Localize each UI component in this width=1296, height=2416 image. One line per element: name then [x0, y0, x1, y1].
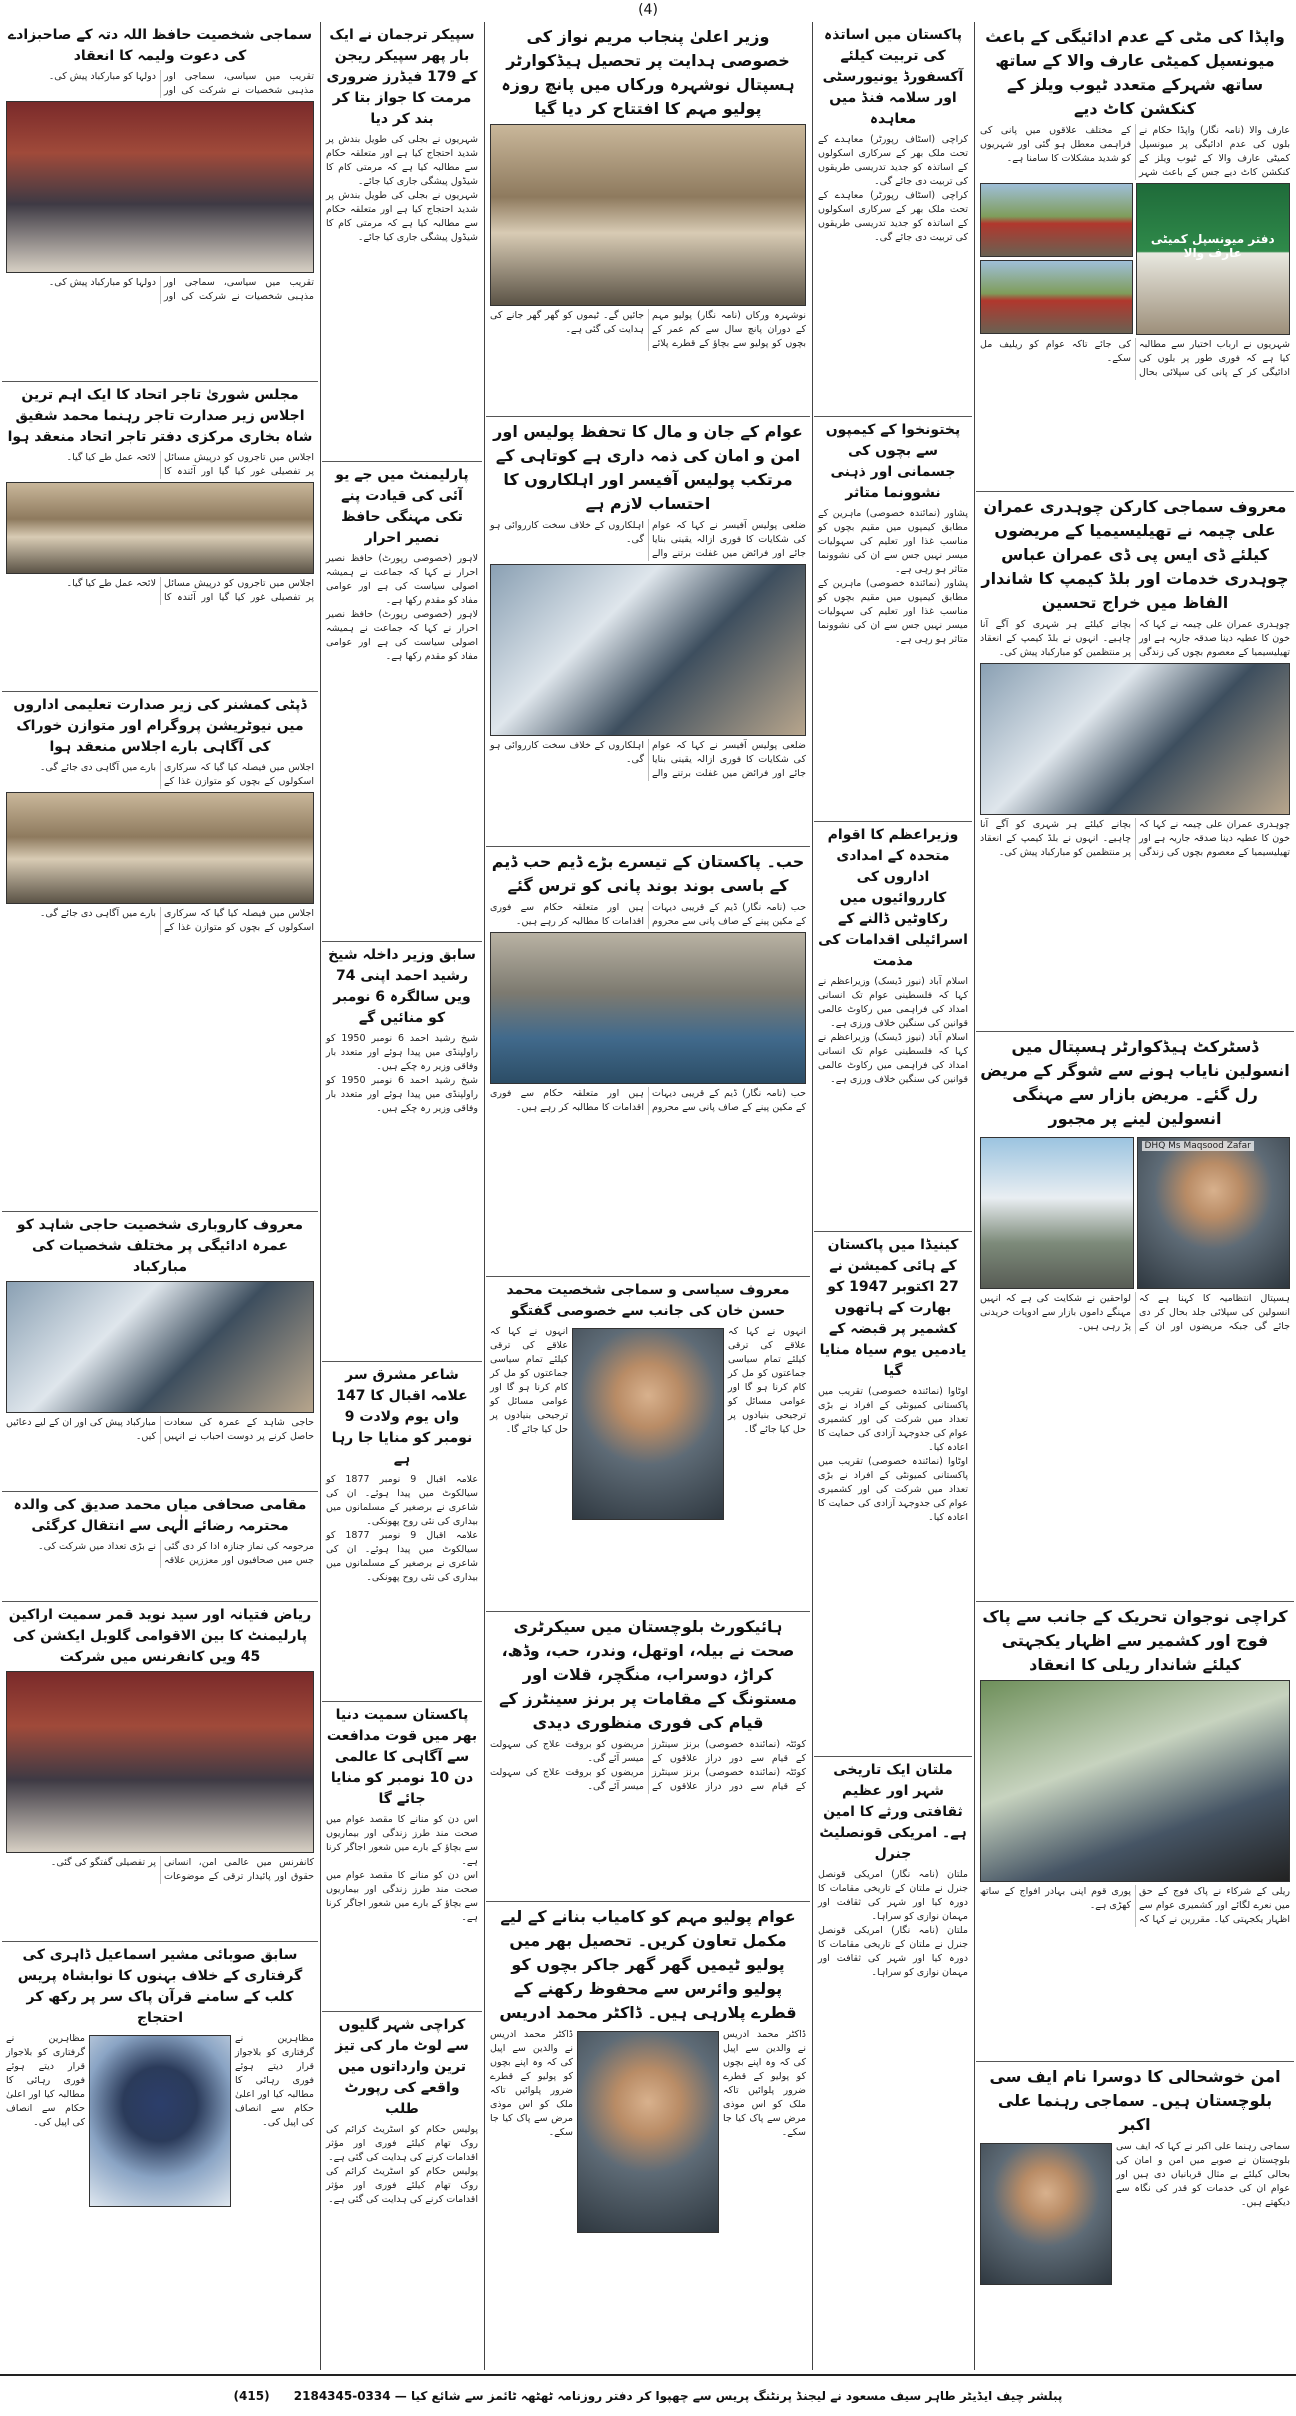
column-divider	[974, 22, 975, 2370]
article-body: علامہ اقبال 9 نومبر 1877 کو سیالکوٹ میں پیدا ہوئے۔ ان کی شاعری نے برصغیر کے مسلمانوں میں بیداری کی نئی روح پھونکی۔	[326, 1474, 478, 1527]
column-5	[2, 22, 318, 2370]
interview-portrait	[572, 1328, 724, 1520]
footer	[0, 2374, 1296, 2416]
article-body: انہوں نے کہا کہ علاقے کی ترقی کیلئے تمام سیاسی جماعتوں کو مل کر کام کرنا ہو گا اور عوامی مسائل کو ترجیحی بنیادوں پر حل کیا جائے گا۔	[728, 1326, 806, 1435]
article-fc-balochistan	[976, 2062, 1294, 2362]
article-iqbal	[322, 1362, 482, 1702]
article-body: اوٹاوا (نمائندہ خصوصی) تقریب میں پاکستانی کمیونٹی کے افراد نے بڑی تعداد میں شرکت کی اور کشمیری عوام کی جدوجہد آزادی کی حمایت کا اعادہ کیا۔	[818, 1456, 968, 1523]
tractor-photo	[980, 260, 1133, 334]
headline: مقامی صحافی میاں محمد صدیق کی والدہ محترمہ رضائے الٰہی سے انتقال کرگئی	[13, 1497, 307, 1534]
headline: سماجی شخصیت حافظ اللہ دتہ کے صاحبزادے کی دعوت ولیمہ کا انعقاد	[7, 27, 313, 64]
article-body: ملتان (نامہ نگار) امریکی قونصل جنرل نے ملتان کے تاریخی مقامات کا دورہ کیا اور شہر کی ثقافت اور مہمان نوازی کو سراہا۔	[818, 1925, 968, 1978]
headline: ریاض فتیانہ اور سید نوید قمر سمیت اراکین پارلیمنٹ کا بین الاقوامی گلوبل ایکشن کی 45 ویں کانفرنس میں شرکت	[8, 1607, 312, 1665]
article-body: ڈاکٹر محمد ادریس نے والدین سے اپیل کی کہ وہ اپنے بچوں کو پولیو کے قطرے ضرور پلوائیں تاکہ ملک کو اس موذی مرض سے پاک کیا جا سکے۔	[723, 2029, 806, 2138]
headline: پختونخوا کے کیمپوں سے بچوں کی جسمانی اور ذہنی نشوونما متاثر	[825, 422, 961, 501]
article-body: اجلاس میں فیصلہ کیا گیا کہ سرکاری اسکولوں کے بچوں کو متوازن غذا کے بارے میں آگاہی دی جائے گی۔	[39, 762, 314, 787]
article-multan	[814, 1757, 972, 2367]
issue-number: (415)	[233, 2389, 270, 2403]
headline: واپڈا کی مٹی کے عدم ادائیگی کے باعث میونسپل کمیٹی عارف والا کے ساتھ ساتھ شہرکے متعدد ٹیوب ویلز کے کنکشن کاٹ دیے	[985, 27, 1285, 118]
headline: ڈپٹی کمشنر کی زیر صدارت تعلیمی اداروں میں نیوٹریشن پروگرام اور متوازن خوراک کی آگاہی بارے اجلاس منعقد ہوا	[13, 697, 307, 755]
article-body: اوٹاوا (نمائندہ خصوصی) تقریب میں پاکستانی کمیونٹی کے افراد نے بڑی تعداد میں شرکت کی اور کشمیری عوام کی جدوجہد آزادی کی حمایت کا اعادہ کیا۔	[818, 1386, 968, 1453]
article-karachi-crime	[322, 2012, 482, 2370]
article-body: شیخ رشید احمد 6 نومبر 1950 کو راولپنڈی میں پیدا ہوئے اور متعدد بار وفاقی وزیر رہ چکے ہیں۔	[326, 1075, 479, 1114]
article-body: اسلام آباد (نیوز ڈیسک) وزیراعظم نے کہا کہ فلسطینی عوام تک انسانی امداد کی فراہمی میں رکاوٹ عالمی قوانین کی سنگین خلاف ورزی ہے۔	[818, 1032, 968, 1085]
footer-text: پبلشر چیف ایڈیٹر طاہر سیف مسعود نے لیجنڈ پرنٹنگ پریس سے چھپوا کر دفتر روزنامہ ٹھٹھہ ٹائمز سے شائع کیا — 0334-2184345	[293, 2389, 1063, 2403]
article-body: اجلاس میں تاجروں کو درپیش مسائل پر تفصیلی غور کیا گیا اور آئندہ کا لائحہ عمل طے کیا گیا۔	[66, 452, 314, 477]
headline: ڈسٹرکٹ ہیڈکوارٹر ہسپتال میں انسولین نایاب ہونے سے شوگر کے مریض رل گئے۔ مریض بازار سے مہنگی انسولین لینے پر مجبور	[980, 1037, 1290, 1128]
article-body: شہریوں نے ارباب اختیار سے مطالبہ کیا ہے کہ فوری طور پر بلوں کی ادائیگی کر کے پانی کی سپلائی بحال کی جائے تاکہ عوام کو ریلیف مل سکے۔	[980, 339, 1290, 378]
article-walima	[2, 22, 318, 382]
headline: عوام کے جان و مال کا تحفظ پولیس اور امن و امان کی ذمہ داری ہے کوتاہی کے مرتکب پولیس آفیسر اور اہلکاروں کا احتساب لازم ہے	[493, 422, 803, 513]
headline: کراچی شہر گلیوں سے لوٹ مار کی تیز ترین وارداتوں میں واقعے کی رپورٹ طلب	[335, 2017, 469, 2117]
police-meeting-photo	[490, 564, 806, 736]
article-hub-dam	[486, 847, 810, 1277]
column-3	[486, 22, 810, 2370]
article-body: اجلاس میں فیصلہ کیا گیا کہ سرکاری اسکولوں کے بچوں کو متوازن غذا کے بارے میں آگاہی دی جائے گی۔	[39, 908, 314, 933]
article-jui	[322, 462, 482, 942]
article-body: حاجی شاہد کے عمرہ کی سعادت حاصل کرنے پر دوست احباب نے انہیں مبارکباد پیش کی اور ان کے لیے دعائیں کیں۔	[6, 1417, 314, 1442]
rally-photo	[980, 1680, 1290, 1882]
article-body: انہوں نے کہا کہ علاقے کی ترقی کیلئے تمام سیاسی جماعتوں کو مل کر کام کرنا ہو گا اور عوامی مسائل کو ترجیحی بنیادوں پر حل کیا جائے گا۔	[490, 1326, 568, 1435]
dam-photo	[490, 932, 806, 1084]
office-sign-photo	[1136, 183, 1291, 335]
polio-drops-photo	[490, 124, 806, 306]
article-body: عارف والا (نامہ نگار) واپڈا حکام نے بلوں کی عدم ادائیگی پر میونسپل کمیٹی عارف والا کے ٹیوب ویلز کے کنکشن کاٹ دیے جس کے باعث شہر کے مختلف علاقوں میں پانی کی فراہمی معطل ہو گئی اور شہریوں کو شدید مشکلات کا سامنا ہے۔	[980, 125, 1290, 178]
headline: کراچی نوجوان تحریک کے جانب سے پاک فوج اور کشمیر سے اظہار یکجہتی کیلئے شاندار ریلی کا انعقاد	[982, 1607, 1288, 1674]
article-burn-centers	[486, 1612, 810, 1902]
article-body: کراچی (اسٹاف رپورٹر) معاہدے کے تحت ملک بھر کے سرکاری اسکولوں کے اساتذہ کو جدید تدریسی طریقوں کی تربیت دی جائے گی۔	[818, 134, 968, 187]
article-body: علامہ اقبال 9 نومبر 1877 کو سیالکوٹ میں پیدا ہوئے۔ ان کی شاعری نے برصغیر کے مسلمانوں میں بیداری کی نئی روح پھونکی۔	[326, 1530, 478, 1583]
article-body: تقریب میں سیاسی، سماجی اور مذہبی شخصیات نے شرکت کی اور دولہا کو مبارکباد پیش کی۔	[48, 277, 314, 302]
article-traders	[2, 382, 318, 692]
column-divider	[484, 22, 485, 2370]
article-body: ملتان (نامہ نگار) امریکی قونصل جنرل نے ملتان کے تاریخی مقامات کا دورہ کیا اور شہر کی ثقافت اور مہمان نوازی کو سراہا۔	[818, 1869, 968, 1922]
photo-caption: دفتر میونسپل کمیٹی عارف والا	[1150, 232, 1275, 260]
article-body: مظاہرین نے گرفتاری کو بلاجواز قرار دیتے ہوئے فوری رہائی کا مطالبہ کیا اور اعلیٰ حکام سے انصاف کی اپیل کی۔	[235, 2033, 314, 2128]
conference-photo	[6, 1671, 314, 1853]
article-protest	[2, 1942, 318, 2370]
headline: سابق صوبائی مشیر اسماعیل ڈاہری کی گرفتاری کے خلاف بہنوں کا نوابشاہ پریس کلب کے سامنے قرآن پاک سر پر رکھ کر احتجاج	[17, 1947, 303, 2026]
article-condolence	[2, 1492, 318, 1602]
headline: ملتان ایک تاریخی شہر اور عظیم ثقافتی ورثے کا امین ہے۔ امریکی قونصلیٹ جنرل	[819, 1762, 967, 1862]
article-body: مرحومہ کی نماز جنازہ ادا کر دی گئی جس میں صحافیوں اور معززین علاقہ نے بڑی تعداد میں شرکت کی۔	[38, 1541, 314, 1566]
article-youth-rally	[976, 1602, 1294, 2062]
article-body: اجلاس میں تاجروں کو درپیش مسائل پر تفصیلی غور کیا گیا اور آئندہ کا لائحہ عمل طے کیا گیا۔	[66, 578, 314, 603]
doctor-idrees-portrait	[577, 2031, 719, 2233]
article-body: نوشہرہ ورکاں (نامہ نگار) پولیو مہم کے دوران پانچ سال سے کم عمر کے بچوں کو پولیو سے بچاؤ کے قطرے پلائے جائیں گے۔ ٹیموں کو گھر گھر جانے کی ہدایت کی گئی ہے۔	[490, 310, 806, 349]
article-body: ضلعی پولیس آفیسر نے کہا کہ عوام کی شکایات کا فوری ازالہ یقینی بنایا جائے اور فرائض میں غفلت برتنے والے اہلکاروں کے خلاف سخت کارروائی ہو گی۔	[490, 520, 806, 559]
article-body: تقریب میں سیاسی، سماجی اور مذہبی شخصیات نے شرکت کی اور دولہا کو مبارکباد پیش کی۔	[48, 71, 314, 96]
blood-camp-photo	[980, 663, 1290, 815]
article-body: کوئٹہ (نمائندہ خصوصی) برنز سینٹرز کے قیام سے دور دراز علاقوں کے مریضوں کو بروقت علاج کی سہولت میسر آئے گی۔	[490, 1767, 806, 1792]
masked-woman-photo	[89, 2035, 231, 2207]
headline: شاعر مشرق سر علامہ اقبال کا 147 واں یوم ولادت 9 نومبر کو منایا جا رہا ہے	[331, 1367, 473, 1467]
photo-credit: DHQ Ms Maqsood Zafar	[1142, 1141, 1254, 1151]
column-divider	[320, 22, 321, 2370]
umrah-photo	[6, 1281, 314, 1413]
ali-akbar-portrait	[980, 2143, 1112, 2285]
article-body: ریلی کے شرکاء نے پاک فوج کے حق میں نعرے لگائے اور کشمیری عوام سے اظہار یکجہتی کیا۔ مقررین نے کہا کہ پوری قوم اپنی بہادر افواج کے ساتھ کھڑی ہے۔	[980, 1886, 1290, 1925]
article-body: لاہور (خصوصی رپورٹ) حافظ نصیر احرار نے کہا کہ جماعت نے ہمیشہ اصولی سیاست کی ہے اور عوامی مفاد کو مقدم رکھا ہے۔	[326, 553, 478, 606]
article-body: شیخ رشید احمد 6 نومبر 1950 کو راولپنڈی میں پیدا ہوئے اور متعدد بار وفاقی وزیر رہ چکے ہیں۔	[326, 1033, 479, 1072]
headline: معروف کاروباری شخصیت حاجی شاہد کو عمرہ ادائیگی پر مختلف شخصیات کی مبارکباد	[16, 1217, 304, 1275]
column-4	[322, 22, 482, 2370]
article-interview	[486, 1277, 810, 1612]
article-feeders	[322, 22, 482, 462]
article-sheikh-rasheed	[322, 942, 482, 1362]
article-canada-kashmir	[814, 1232, 972, 1757]
article-body: کراچی (اسٹاف رپورٹر) معاہدے کے تحت ملک بھر کے سرکاری اسکولوں کے اساتذہ کو جدید تدریسی طریقوں کی تربیت دی جائے گی۔	[818, 190, 968, 243]
column-2	[814, 22, 972, 2370]
headline: سپیکر ترجمان نے ایک بار پھر سپیکر ریجن کے 179 فیڈرز ضروری مرمت کا جواز بتا کر بند کر دیا	[326, 27, 478, 127]
walima-photo	[6, 101, 314, 273]
headline: وزیر اعلیٰ پنجاب مریم نواز کی خصوصی ہدایت پر تحصیل ہیڈکوارٹر ہسپتال نوشہرہ ورکاں میں پانچ روزہ پولیو مہم کا افتتاح کر دیا گیا	[501, 27, 795, 118]
column-1	[976, 22, 1294, 2370]
hospital-photo	[980, 1137, 1134, 1289]
article-police	[486, 417, 810, 847]
headline: حب۔ پاکستان کے تیسرے بڑے ڈیم حب ڈیم کے باسی بوند بوند پانی کو ترس گئے	[491, 852, 805, 895]
headline: ہائیکورٹ بلوچستان میں سیکرٹری صحت نے بیلہ، اوتھل، وندر، حب، وڈھ، کراڑ، دوسراب، منگچر، قلات اور مستونگ کے مقامات پر برنز سینٹرز کے قیام کی فوری منظوری دیدی	[499, 1617, 797, 1732]
article-insulin	[976, 1032, 1294, 1602]
article-body: چوہدری عمران علی چیمہ نے کہا کہ خون کا عطیہ دینا صدقہ جاریہ ہے اور تھیلیسیمیا کے معصوم بچوں کی زندگی بچانے کیلئے ہر شہری کو آگے آنا چاہیے۔ انہوں نے بلڈ کیمپ کے انعقاد پر منتظمین کو مبارکباد پیش کی۔	[980, 819, 1290, 858]
headline: معروف سیاسی و سماجی شخصیت محمد حسن خان کی جانب سے خصوصی گفتگو	[506, 1282, 790, 1319]
article-umrah	[2, 1212, 318, 1492]
article-body: مظاہرین نے گرفتاری کو بلاجواز قرار دیتے ہوئے فوری رہائی کا مطالبہ کیا اور اعلیٰ حکام سے انصاف کی اپیل کی۔	[6, 2033, 85, 2128]
article-body: پولیس حکام کو اسٹریٹ کرائم کی روک تھام کیلئے فوری اور مؤثر اقدامات کرنے کی ہدایت کی گئی ہے۔	[326, 2124, 478, 2163]
article-pm-un	[814, 822, 972, 1232]
headline: پارلیمنٹ میں جے یو آئی کی قیادت پنے تکی مہنگی حافظ نصیر احرار	[335, 467, 469, 546]
article-wapda	[976, 22, 1294, 492]
headline: مجلس شوریٰ تاجر اتحاد کا ایک اہم ترین اجلاس زیر صدارت تاجر رہنما محمد شفیق شاہ بخاری مرکزی دفتر تاجر اتحاد منعقد ہوا	[7, 387, 313, 445]
article-body: شہریوں نے بجلی کی طویل بندش پر شدید احتجاج کیا ہے اور متعلقہ حکام سے مطالبہ کیا ہے کہ مرمتی کام کا شیڈول پیشگی جاری کیا جائے۔	[326, 190, 478, 243]
article-body: پولیس حکام کو اسٹریٹ کرائم کی روک تھام کیلئے فوری اور مؤثر اقدامات کرنے کی ہدایت کی گئی ہے۔	[326, 2166, 478, 2205]
article-body: لاہور (خصوصی رپورٹ) حافظ نصیر احرار نے کہا کہ جماعت نے ہمیشہ اصولی سیاست کی ہے اور عوامی مفاد کو مقدم رکھا ہے۔	[326, 609, 478, 662]
article-body: اسلام آباد (نیوز ڈیسک) وزیراعظم نے کہا کہ فلسطینی عوام تک انسانی امداد کی فراہمی میں رکاوٹ عالمی قوانین کی سنگین خلاف ورزی ہے۔	[818, 976, 968, 1029]
article-body: سماجی رہنما علی اکبر نے کہا کہ ایف سی بلوچستان نے صوبے میں امن و امان کی بحالی کیلئے بے مثال قربانیاں دی ہیں اور عوام ان کی خدمات کو قدر کی نگاہ سے دیکھتے ہیں۔	[1116, 2141, 1290, 2208]
article-body: اس دن کو منانے کا مقصد عوام میں صحت مند طرز زندگی اور بیماریوں سے بچاؤ کے بارے میں شعور اجاگر کرنا ہے۔	[326, 1814, 478, 1867]
tractor-photo	[980, 183, 1133, 257]
article-body: حب (نامہ نگار) ڈیم کے قریبی دیہات کے مکین پینے کے صاف پانی سے محروم ہیں اور متعلقہ حکام سے فوری اقدامات کا مطالبہ کر رہے ہیں۔	[490, 902, 806, 927]
headline: کینیڈا میں پاکستان کے ہائی کمیشن نے 27 اکتوبر 1947 کو بھارت کے ہاتھوں کشمیر پر قبضہ کے یادمیں یوم سیاہ منایا گیا	[819, 1237, 967, 1379]
traders-meeting-photo	[6, 482, 314, 574]
article-body: حب (نامہ نگار) ڈیم کے قریبی دیہات کے مکین پینے کے صاف پانی سے محروم ہیں اور متعلقہ حکام سے فوری اقدامات کا مطالبہ کر رہے ہیں۔	[490, 1088, 806, 1113]
headline: معروف سماجی کارکن چوہدری عمران علی چیمہ نے تھیلیسیمیا کے مریضوں کیلئے ڈی ایس پی ڈی عمران عباس چوہدری خدمات اور بلڈ کیمپ کا شاندار الفاظ میں خراج تحسین	[981, 497, 1289, 612]
headline: پاکستان میں اساتذہ کی تربیت کیلئے آکسفورڈ یونیورسٹی اور سلامہ فنڈ میں معاہدہ	[822, 27, 964, 127]
article-polio-campaign	[486, 22, 810, 417]
headline: امن خوشحالی کا دوسرا نام ایف سی بلوچستان ہیں۔ سماجی رہنما علی اکبر	[989, 2067, 1281, 2134]
article-oxford	[814, 22, 972, 417]
column-divider	[812, 22, 813, 2370]
page-number: (4)	[638, 2, 658, 18]
article-body: کانفرنس میں عالمی امن، انسانی حقوق اور پائیدار ترقی کے موضوعات پر تفصیلی گفتگو کی گئی۔	[50, 1857, 314, 1882]
nutrition-meeting-photo	[6, 792, 314, 904]
article-body: ہسپتال انتظامیہ کا کہنا ہے کہ انسولین کی سپلائی جلد بحال کر دی جائے گی جبکہ مریضوں اور ان کے لواحقین نے شکایت کی ہے کہ انہیں مہنگے داموں بازار سے ادویات خریدنی پڑ رہی ہیں۔	[980, 1293, 1290, 1332]
article-body: ضلعی پولیس آفیسر نے کہا کہ عوام کی شکایات کا فوری ازالہ یقینی بنایا جائے اور فرائض میں غفلت برتنے والے اہلکاروں کے خلاف سخت کارروائی ہو گی۔	[490, 740, 806, 779]
article-immunity-day	[322, 1702, 482, 2012]
article-kp-camps	[814, 417, 972, 822]
article-global-action	[2, 1602, 318, 1942]
article-body: چوہدری عمران علی چیمہ نے کہا کہ خون کا عطیہ دینا صدقہ جاریہ ہے اور تھیلیسیمیا کے معصوم بچوں کی زندگی بچانے کیلئے ہر شہری کو آگے آنا چاہیے۔ انہوں نے بلڈ کیمپ کے انعقاد پر منتظمین کو مبارکباد پیش کی۔	[980, 619, 1290, 658]
article-body: پشاور (نمائندہ خصوصی) ماہرین کے مطابق کیمپوں میں مقیم بچوں کو مناسب غذا اور تعلیم کی سہولیات میسر نہیں جس سے ان کی نشوونما متاثر ہو رہی ہے۔	[818, 508, 968, 575]
headline: وزیراعظم کا اقوام متحدہ کے امدادی اداروں کی کارروائیوں میں رکاوٹیں ڈالنے کے اسرائیلی اقدامات کی مذمت	[818, 827, 968, 969]
article-polio-appeal	[486, 1902, 810, 2370]
headline: پاکستان سمیت دنیا بھر میں قوت مدافعت سے آگاہی کا عالمی دن 10 نومبر کو منایا جائے گا	[326, 1707, 478, 1807]
article-nutrition	[2, 692, 318, 1212]
article-blood-camp	[976, 492, 1294, 1032]
article-body: اس دن کو منانے کا مقصد عوام میں صحت مند طرز زندگی اور بیماریوں سے بچاؤ کے بارے میں شعور اجاگر کرنا ہے۔	[326, 1870, 478, 1923]
article-body: کوئٹہ (نمائندہ خصوصی) برنز سینٹرز کے قیام سے دور دراز علاقوں کے مریضوں کو بروقت علاج کی سہولت میسر آئے گی۔	[490, 1739, 806, 1764]
doctor-portrait-photo	[1137, 1137, 1291, 1289]
headline: سابق وزیر داخلہ شیخ رشید احمد اپنی 74 ویں سالگرہ 6 نومبر کو منائیں گے	[328, 947, 476, 1026]
headline: عوام پولیو مہم کو کامیاب بنانے کے لیے مکمل تعاون کریں۔ تحصیل بھر میں پولیو ٹیمیں گھر گھر جاکر بچوں کو پولیو وائرس سے محفوظ رکھنے کے قطرے پلارہی ہیں۔ ڈاکٹر محمد ادریس	[499, 1907, 797, 2022]
article-body: ڈاکٹر محمد ادریس نے والدین سے اپیل کی کہ وہ اپنے بچوں کو پولیو کے قطرے ضرور پلوائیں تاکہ ملک کو اس موذی مرض سے پاک کیا جا سکے۔	[490, 2029, 573, 2138]
article-body: پشاور (نمائندہ خصوصی) ماہرین کے مطابق کیمپوں میں مقیم بچوں کو مناسب غذا اور تعلیم کی سہولیات میسر نہیں جس سے ان کی نشوونما متاثر ہو رہی ہے۔	[818, 578, 968, 645]
article-body: شہریوں نے بجلی کی طویل بندش پر شدید احتجاج کیا ہے اور متعلقہ حکام سے مطالبہ کیا ہے کہ مرمتی کام کا شیڈول پیشگی جاری کیا جائے۔	[326, 134, 478, 187]
